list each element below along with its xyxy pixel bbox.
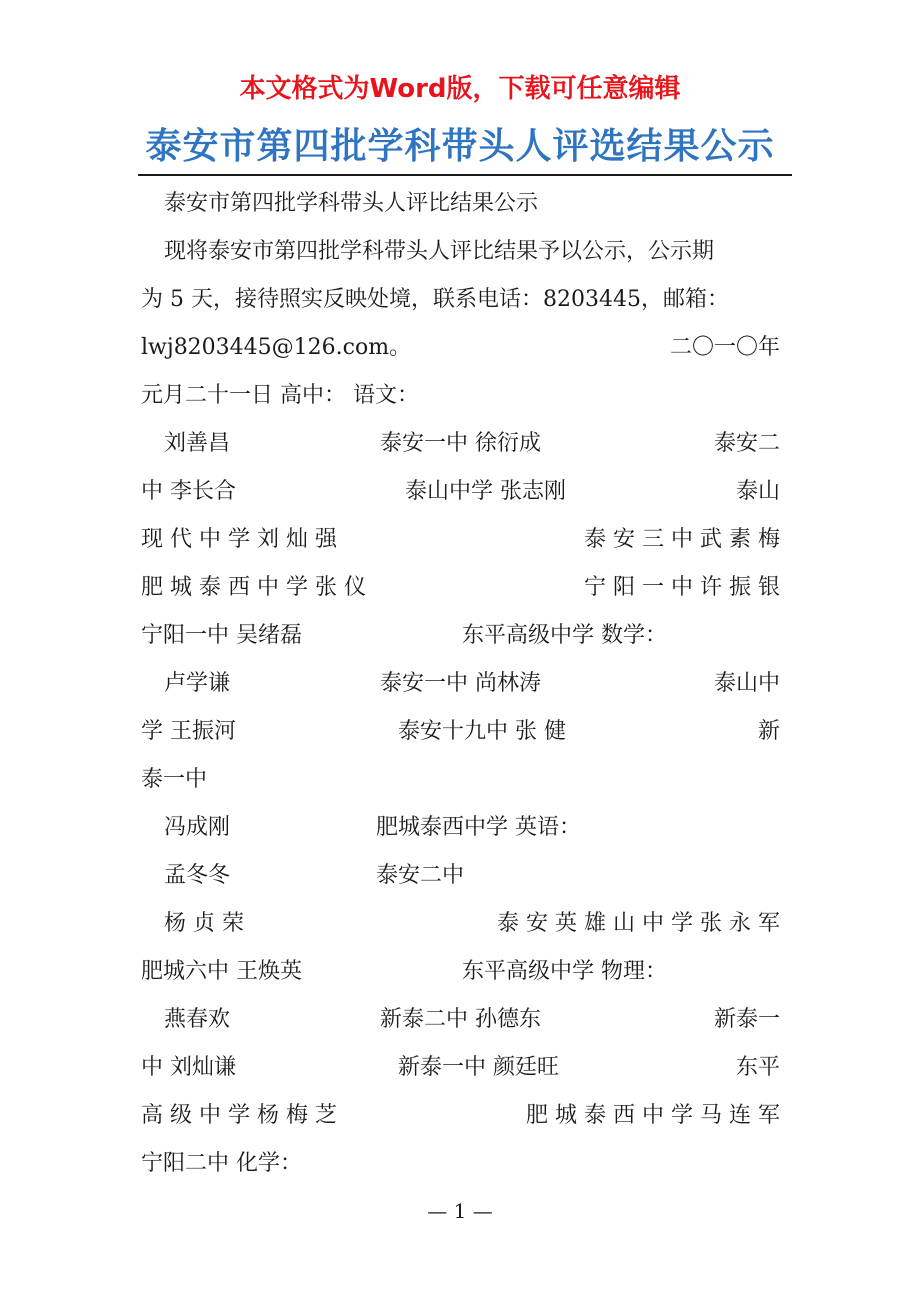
line-text: 泰山中学 张志刚	[405, 479, 566, 504]
line-text: 新	[757, 719, 780, 744]
body-line	[141, 1102, 780, 1130]
body-line	[164, 190, 538, 218]
line-text: 刘善昌	[164, 431, 231, 456]
word-format-notice: 本文格式为Word版，下载可任意编辑	[239, 74, 681, 104]
line-text: 冯成刚	[164, 815, 231, 840]
line-text: 泰安市第四批学科带头人评比结果公示	[164, 191, 539, 216]
line-text: 学 王振河	[141, 719, 236, 744]
line-text: 宁阳一中 吴绪磊	[141, 623, 302, 648]
body-line	[141, 766, 207, 794]
body-line	[0, 958, 920, 986]
line-text: 泰安十九中 张 健	[398, 719, 566, 744]
line-text: 泰山	[735, 479, 780, 504]
line-text: 肥 城 泰 西 中 学 张 仪	[141, 575, 366, 600]
line-text: 元月二十一日 高中： 语文：	[141, 383, 419, 408]
line-text: 泰安一中 尚林涛	[380, 671, 541, 696]
line-text: 肥城六中 王焕英	[141, 959, 302, 984]
line-text: 卢学谦	[164, 671, 231, 696]
body-line	[141, 382, 419, 410]
body-line	[141, 334, 780, 362]
line-text: 泰安一中 徐衍成	[380, 431, 541, 456]
document-title: 泰安市第四批学科带头人评选结果公示	[145, 125, 775, 167]
body-line	[141, 286, 729, 314]
line-text: 新泰一	[713, 1007, 780, 1032]
line-text: 泰安二	[713, 431, 780, 456]
body-line	[0, 622, 920, 650]
line-text: 燕春欢	[164, 1007, 231, 1032]
body-line	[0, 478, 920, 506]
line-text: 肥城泰西中学 英语：	[376, 815, 581, 840]
email-address: lwj8203445@126.com。	[141, 335, 412, 360]
body-line	[164, 238, 714, 266]
line-text: 现将泰安市第四批学科带头人评比结果予以公示，公示期	[164, 239, 715, 264]
line-text: 泰 安 三 中 武 素 梅	[584, 527, 780, 552]
line-text: 泰 安 英 雄 山 中 学 张 永 军	[497, 911, 780, 936]
line-text: 宁 阳 一 中 许 振 银	[584, 575, 780, 600]
line-text: 宁阳二中 化学：	[141, 1151, 302, 1176]
body-line	[0, 1006, 920, 1034]
line-text: 高 级 中 学 杨 梅 芝	[141, 1103, 337, 1128]
line-text: 肥 城 泰 西 中 学 马 连 军	[526, 1103, 780, 1128]
line-text: 泰一中	[141, 767, 208, 792]
date-text: 二〇一〇年	[669, 335, 780, 360]
body-line	[0, 862, 920, 890]
line-text: 中 李长合	[141, 479, 236, 504]
body-line	[141, 1150, 302, 1178]
body-line	[141, 574, 780, 602]
body-line	[0, 814, 920, 842]
line-text: 泰安二中	[376, 863, 465, 888]
page-number: — 1 —	[427, 1199, 493, 1223]
line-text: 孟冬冬	[164, 863, 231, 888]
line-text: 现 代 中 学 刘 灿 强	[141, 527, 337, 552]
body-line	[0, 670, 920, 698]
body-line	[0, 910, 920, 938]
line-text: 中 刘灿谦	[141, 1055, 236, 1080]
line-text: 杨 贞 荣	[164, 911, 244, 936]
line-text: 为 5 天，接待照实反映处境，联系电话：8203445，邮箱：	[141, 287, 729, 312]
line-text: 新泰一中 颜廷旺	[398, 1055, 559, 1080]
line-text: 新泰二中 孙德东	[380, 1007, 541, 1032]
body-line	[141, 526, 780, 554]
body-line	[0, 1054, 920, 1082]
line-text: 东平高级中学 数学：	[462, 623, 667, 648]
line-text: 泰山中	[713, 671, 780, 696]
title-underline-rule	[138, 174, 792, 176]
line-text: 东平	[735, 1055, 780, 1080]
body-line	[0, 718, 920, 746]
body-line	[0, 430, 920, 458]
line-text: 东平高级中学 物理：	[462, 959, 667, 984]
